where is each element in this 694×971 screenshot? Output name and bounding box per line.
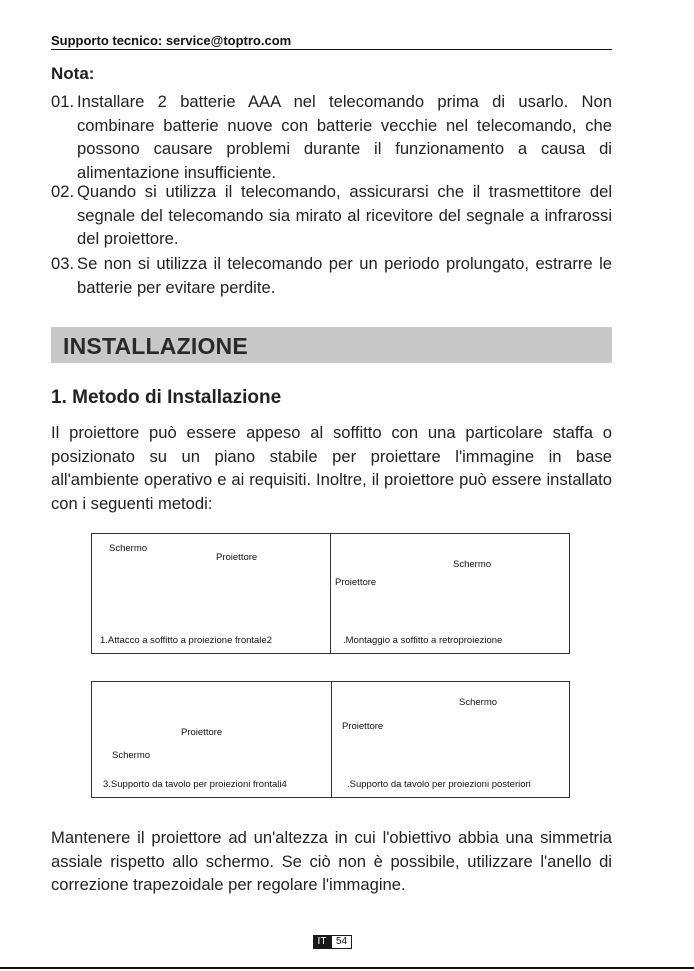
figure-caption: 3.Supporto da tavolo per proiezioni frontali4 <box>103 779 287 790</box>
note-text: Quando si utilizza il telecomando, assicurarsi che il trasmettitore del segnale del telecomando sia mirato al ricevitore del segnale a infrarossi del proiettore. <box>77 182 612 248</box>
figure-caption: .Montaggio a soffitto a retroproiezione <box>343 635 503 646</box>
notes-title: Nota: <box>51 64 95 83</box>
projector-label: Proiettore <box>181 727 223 738</box>
note-item-2 <box>51 180 612 251</box>
screen-label: Schermo <box>453 559 492 570</box>
figure-caption: .Supporto da tavolo per proiezioni posteriori <box>347 779 531 790</box>
screen-label: Schermo <box>112 750 151 761</box>
projector-label: Proiettore <box>335 577 377 588</box>
header-divider <box>51 49 612 50</box>
figure-divider <box>331 681 332 798</box>
bottom-divider <box>0 967 694 969</box>
figure-caption: 1.Attacco a soffitto a proiezione frontale2 <box>100 635 272 646</box>
note-number: 01. <box>51 92 75 111</box>
outro-paragraph: Mantenere il proiettore ad un'altezza in cui l'obiettivo abbia una simmetria assiale rispetto allo schermo. Se ciò non è possibile, utilizzare l'anello di correzione trapezoidale per regolare l'immagine. <box>51 828 612 894</box>
language-badge: IT <box>313 935 331 949</box>
projector-label: Proiettore <box>342 721 384 732</box>
section-subtitle: 1. Metodo di Installazione <box>51 387 282 408</box>
note-number: 03. <box>51 254 75 273</box>
note-text: Se non si utilizza il telecomando per un periodo prolungato, estrarre le batterie per evitare perdite. <box>77 254 612 297</box>
projector-label: Proiettore <box>216 552 258 563</box>
screen-label: Schermo <box>459 697 498 708</box>
intro-paragraph: Il proiettore può essere appeso al soffitto con una particolare staffa o posizionato su un piano stabile per proiettare l'immagine in base all'ambiente operativo e ai requisiti. Inoltre, il proiettore può essere installato con i seguenti metodi: <box>51 423 612 513</box>
note-item-1 <box>51 90 612 184</box>
section-banner-title: INSTALLAZIONE <box>63 333 248 359</box>
page-number: 54 <box>331 935 352 949</box>
note-text: Installare 2 batterie AAA nel telecomando prima di usarlo. Non combinare batterie nuove con batterie vecchie nel telecomando, che possono causare problemi durante il funzionamento a causa di alimentazione insufficiente. <box>77 92 612 182</box>
screen-label: Schermo <box>109 543 148 554</box>
note-item-3 <box>51 252 612 299</box>
note-number: 02. <box>51 182 75 201</box>
figure-divider <box>330 533 331 654</box>
support-header: Supporto tecnico: service@toptro.com <box>51 33 292 48</box>
